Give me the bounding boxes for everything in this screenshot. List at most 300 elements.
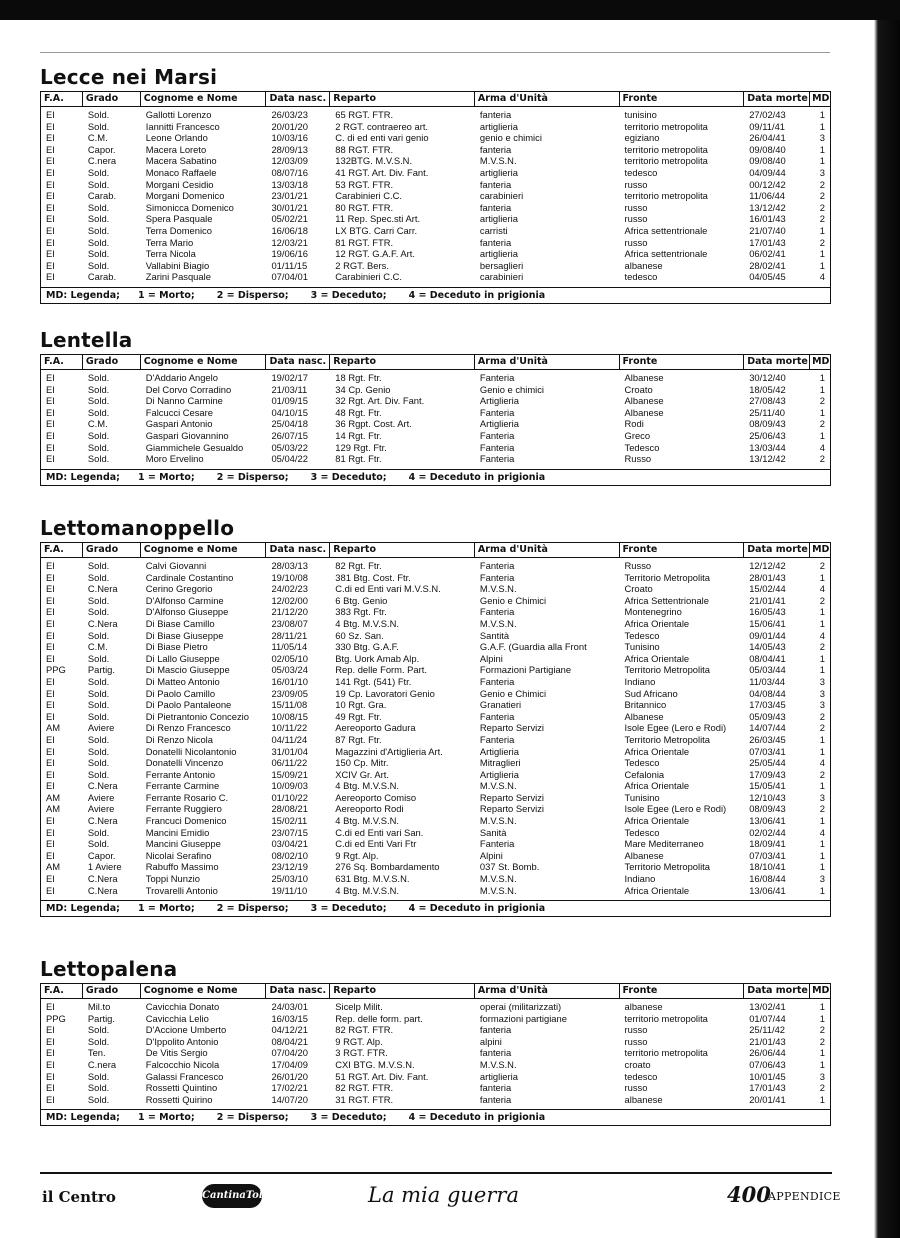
cell-fa: EI [46,594,55,606]
legend-item: 1 = Morto; [137,289,195,301]
cell-data-nasc: 23/07/15 [271,826,308,838]
cell-data-morte: 09/01/44 [749,629,786,641]
cell-fronte: russo [624,178,648,190]
cell-md: 1 [819,884,825,896]
cell-data-morte: 21/01/41 [749,594,786,606]
cell-fronte: russo [624,1035,648,1047]
table-row [41,664,830,676]
cell-nome: Terra Domenico [145,224,212,236]
cell-fronte: Albanese [624,372,664,383]
cell-data-nasc: 16/06/18 [271,224,308,236]
cell-reparto: 82 Rgt. Ftr. [335,560,382,571]
cell-arma: Genio e chimici [479,383,544,395]
cell-arma: Artiglieria [479,418,519,430]
cell-grado: Sold. [87,224,110,236]
cell-grado: C.Nera [87,583,118,595]
cell-fronte: Territorio Metropolita [624,664,710,676]
cell-reparto: 31 RGT. FTR. [335,1093,394,1105]
column-header-md: MD [812,356,830,367]
cell-md: 2 [819,418,825,430]
cell-data-nasc: 03/04/21 [271,838,308,850]
cell-reparto: 48 Rgt. Ftr. [335,406,382,418]
page-right-edge [864,20,900,1238]
cell-md: 4 [819,757,825,769]
table-row [41,453,830,465]
legend-item: 4 = Deceduto in prigionia [408,1112,546,1124]
cell-arma: Reparto Servizi [479,722,544,734]
legend-item: 2 = Disperso; [216,289,289,301]
cell-md: 2 [819,1082,825,1094]
cell-fa: EI [46,652,55,664]
section-lecce-nei-marsi [40,64,831,304]
cell-md: 1 [819,1058,825,1070]
cell-nome: Trovarelli Antonio [145,884,218,896]
cell-arma: Granatieri [479,699,522,711]
cell-md: 3 [819,1070,825,1082]
cell-data-nasc: 15/09/21 [271,768,308,780]
cell-grado: Sold. [87,236,110,248]
cell-grado: Sold. [87,757,110,769]
cell-nome: Ferrante Rosario C. [145,791,229,803]
cell-nome: Di Biase Giuseppe [145,629,224,641]
cell-grado: Sold. [87,768,110,780]
cell-arma: alpini [479,1035,502,1047]
cell-md: 2 [819,453,825,465]
cell-reparto: 14 Rgt. Ftr. [335,429,382,441]
cell-data-morte: 18/09/41 [749,838,786,850]
cell-md: 1 [819,120,825,132]
cell-nome: Mancini Giuseppe [145,838,221,850]
cell-fa: EI [46,1070,55,1082]
cell-fa: EI [46,780,55,792]
series-title: La mia guerra [368,1183,519,1207]
column-header-reparto: Reparto [330,355,475,369]
cell-data-morte: 17/03/45 [749,699,786,711]
column-header-data-nasc: Data nasc. [266,984,330,998]
page-number: 400 [727,1182,771,1207]
table-row [41,155,830,167]
column-header-reparto: Reparto [330,92,475,106]
cell-nome: Spera Pasquale [145,213,213,225]
cell-data-nasc: 04/11/24 [271,733,308,745]
cell-arma: carristi [479,224,508,236]
cell-data-morte: 15/06/41 [749,617,786,629]
cell-grado: Sold. [87,652,110,664]
cell-nome: De Vitis Sergio [145,1047,208,1059]
cell-reparto: 18 Rgt. Ftr. [335,372,382,383]
cell-md: 1 [819,1001,825,1012]
cell-data-nasc: 04/10/15 [271,406,308,418]
table-header [41,543,830,558]
cell-reparto: 32 Rgt. Art. Div. Fant. [335,395,425,407]
cell-md: 2 [819,1035,825,1047]
cell-fronte: tedesco [624,271,658,283]
cell-reparto: 51 RGT. Art. Div. Fant. [335,1070,429,1082]
column-header-nome: Cognome e Nome [141,355,267,369]
cell-nome: Francuci Domenico [145,815,227,827]
cell-grado: C.Nera [87,884,118,896]
cell-data-morte: 06/02/41 [749,248,786,260]
column-header-data-morte: Data morte [744,543,810,557]
cell-fa: EI [46,826,55,838]
cell-md: 2 [819,768,825,780]
cell-nome: Galassi Francesco [145,1070,224,1082]
cell-fa: EI [46,1024,55,1036]
cell-grado: Carab. [87,190,117,202]
cell-arma: Mitraglieri [479,757,521,769]
cell-nome: Di Renzo Francesco [145,722,231,734]
cell-fa: EI [46,190,55,202]
cell-arma: fanteria [479,1047,512,1059]
cell-data-morte: 17/09/43 [749,768,786,780]
cell-data-nasc: 28/11/21 [271,629,308,641]
cell-data-morte: 08/09/43 [749,803,786,815]
section-lettopalena [40,956,831,1126]
table-header [41,355,830,370]
cell-md: 2 [819,710,825,722]
cell-data-nasc: 12/03/21 [271,236,308,248]
cell-fronte: Territorio Metropolita [624,733,710,745]
legend-item: 3 = Deceduto; [310,903,387,915]
cell-data-morte: 18/10/41 [749,861,786,873]
cell-md: 1 [819,617,825,629]
cell-fronte: russo [624,1024,648,1036]
cell-reparto: 88 RGT. FTR. [335,143,394,155]
cell-fronte: Africa Orientale [624,780,690,792]
cell-arma: Genio e Chimici [479,687,547,699]
cell-md: 3 [819,699,825,711]
top-rule [40,52,830,53]
cell-reparto: 53 RGT. FTR. [335,178,394,190]
column-header-fronte: Fronte [620,355,745,369]
cell-arma: fanteria [479,1093,512,1105]
column-header-fronte: Fronte [620,92,745,106]
cell-data-morte: 13/02/41 [749,1001,786,1012]
cell-nome: Toppi Nunzio [145,873,200,885]
cell-fa: EI [46,641,55,653]
cell-data-morte: 12/10/43 [749,791,786,803]
table-row [41,722,830,734]
cell-reparto: 49 Rgt. Ftr. [335,710,382,722]
page-footer [40,1182,840,1212]
cell-md: 1 [819,1047,825,1059]
cell-data-morte: 01/07/44 [749,1012,786,1024]
cell-fa: EI [46,699,55,711]
column-header-md: MD [812,985,830,996]
cell-reparto: CXI BTG. M.V.S.N. [335,1058,415,1070]
table-row [41,1071,830,1083]
cell-md: 1 [819,1012,825,1024]
cell-md: 2 [819,178,825,190]
table-row [41,560,830,572]
cell-data-morte: 04/05/45 [749,271,786,283]
table-row [41,144,830,156]
cell-nome: Rossetti Quintino [145,1082,218,1094]
column-header-reparto: Reparto [330,984,475,998]
cell-md: 3 [819,687,825,699]
cell-data-nasc: 01/09/15 [271,395,308,407]
table-row [41,850,830,862]
cell-data-morte: 04/09/44 [749,166,786,178]
cell-reparto: Aereoporto Gadura [335,722,416,734]
cell-nome: Cardinale Costantino [145,571,234,583]
cell-fa: EI [46,166,55,178]
cell-data-nasc: 19/02/17 [271,372,308,383]
table-row [41,1094,830,1106]
cell-reparto: 60 Sz. San. [335,629,384,641]
page-label: APPENDICE [768,1190,841,1203]
cell-data-morte: 08/04/41 [749,652,786,664]
cell-grado: Sold. [87,406,110,418]
cell-fronte: territorio metropolita [624,143,708,155]
cell-fa: EI [46,838,55,850]
cell-grado: Partig. [87,1012,116,1024]
cell-grado: C.Nera [87,617,118,629]
cell-data-nasc: 30/01/21 [271,201,308,213]
cell-arma: M.V.S.N. [479,780,517,792]
cell-arma: G.A.F. (Guardia alla Front [479,641,587,653]
cell-md: 2 [819,190,825,202]
column-header-arma: Arma d'Unità [475,355,620,369]
cell-md: 4 [819,629,825,641]
cell-grado: Sold. [87,166,110,178]
cell-data-nasc: 08/04/21 [271,1035,308,1047]
cell-data-morte: 05/09/43 [749,710,786,722]
table-row [41,237,830,249]
cell-arma: Fanteria [479,429,515,441]
section-title: Lecce nei Marsi [40,65,218,89]
cell-data-nasc: 23/12/19 [271,861,308,873]
column-header-data-morte: Data morte [744,355,810,369]
cell-arma: fanteria [479,201,512,213]
cell-nome: Cavicchia Lelio [145,1012,209,1024]
cell-data-morte: 16/01/43 [749,213,786,225]
cell-grado: Sold. [87,429,110,441]
cell-arma: fanteria [479,143,512,155]
cell-grado: Sold. [87,838,110,850]
cell-nome: Di Nanno Carmine [145,395,223,407]
cell-reparto: 19 Cp. Lavoratori Genio [335,687,435,699]
cell-reparto: 10 Rgt. Gra. [335,699,387,711]
cell-reparto: 11 Rep. Spec.sti Art. [335,213,421,225]
cell-fronte: russo [624,236,648,248]
cell-md: 4 [819,583,825,595]
cell-md: 3 [819,675,825,687]
table-row [41,271,830,283]
cell-data-morte: 26/04/41 [749,132,786,144]
cell-data-nasc: 02/05/10 [271,652,308,664]
cell-nome: Rabuffo Massimo [145,861,219,873]
cell-fa: EI [46,873,55,885]
cell-reparto: 4 Btg. M.V.S.N. [335,815,400,827]
table-row [41,803,830,815]
table-body [41,370,830,470]
cell-fa: EI [46,710,55,722]
cell-data-nasc: 06/11/22 [271,757,308,769]
cell-data-nasc: 26/01/20 [271,1070,308,1082]
cell-fa: EI [46,884,55,896]
cell-fa: EI [46,733,55,745]
cell-data-morte: 30/12/40 [749,372,786,383]
cell-data-nasc: 07/04/20 [271,1047,308,1059]
cell-arma: fanteria [479,1024,512,1036]
cell-md: 1 [819,664,825,676]
cell-md: 2 [819,560,825,571]
column-header-md: MD [812,93,830,104]
cell-fronte: Africa Orientale [624,884,690,896]
cell-data-nasc: 05/02/21 [271,213,308,225]
cell-fa: EI [46,617,55,629]
cell-arma: Formazioni Partigiane [479,664,572,676]
cell-fronte: albanese [624,1093,663,1105]
table-row [41,442,830,454]
cell-md: 3 [819,132,825,144]
cell-nome: Nicolai Serafino [145,849,212,861]
cell-grado: Sold. [87,372,110,383]
cell-md: 1 [819,861,825,873]
cell-grado: Sold. [87,1035,110,1047]
cell-grado: Mil.to [87,1001,111,1012]
column-header-fa: F.A. [41,355,83,369]
cell-nome: Di Biase Pietro [145,641,208,653]
cell-fronte: russo [624,213,648,225]
cell-data-nasc: 05/03/22 [271,441,308,453]
cell-data-morte: 16/05/43 [749,606,786,618]
cell-arma: Alpini [479,849,503,861]
table-row [41,1036,830,1048]
cell-fa: EI [46,132,55,144]
cell-fronte: Africa Orientale [624,745,690,757]
casualty-table [40,354,831,486]
cell-arma: artiglieria [479,166,518,178]
cell-nome: Ferrante Ruggiero [145,803,222,815]
column-header-grado: Grado [83,92,141,106]
cell-nome: Morgani Cesidio [145,178,214,190]
cell-fronte: Britannico [624,699,667,711]
cell-fa: AM [46,803,61,815]
cell-data-morte: 25/11/42 [749,1024,785,1036]
cell-data-morte: 13/03/44 [749,441,786,453]
table-row [41,167,830,179]
table-row [41,757,830,769]
cell-fronte: Indiano [624,873,656,885]
casualty-table [40,542,831,917]
page-top-edge [0,0,900,20]
cell-data-nasc: 24/02/23 [271,583,308,595]
column-header-data-morte: Data morte [744,92,810,106]
cell-grado: C.nera [87,155,117,167]
footer-rule [40,1172,832,1174]
cell-reparto: 2 RGT. contraereo art. [335,120,429,132]
cell-fronte: Tedesco [624,757,660,769]
column-header-arma: Arma d'Unità [475,92,620,106]
cell-nome: Zarini Pasquale [145,271,211,283]
cell-md: 1 [819,372,825,383]
cell-arma: M.V.S.N. [479,617,517,629]
table-row [41,583,830,595]
cell-data-morte: 17/01/43 [749,236,786,248]
cell-data-nasc: 04/12/21 [271,1024,308,1036]
cell-data-nasc: 25/03/10 [271,873,308,885]
section-lettomanoppello [40,515,831,917]
cell-arma: artiglieria [479,120,518,132]
cell-grado: Sold. [87,441,110,453]
cell-data-morte: 25/05/44 [749,757,786,769]
column-header-grado: Grado [83,984,141,998]
cell-grado: C.M. [87,132,108,144]
cell-fronte: Rodi [624,418,644,430]
cell-data-morte: 14/05/43 [749,641,786,653]
cell-nome: Di Paolo Camillo [145,687,216,699]
cell-nome: Falcocchio Nicola [145,1058,220,1070]
cell-md: 4 [819,271,825,283]
cell-arma: Artiglieria [479,745,519,757]
cell-reparto: 82 RGT. FTR. [335,1082,394,1094]
cell-fronte: territorio metropolita [624,1012,708,1024]
table-row [41,653,830,665]
cell-data-nasc: 28/08/21 [271,803,308,815]
column-header-arma: Arma d'Unità [475,543,620,557]
cell-reparto: 36 Rgpt. Cost. Art. [335,418,412,430]
legend-item: MD: Legenda; [46,289,120,301]
cell-fronte: territorio metropolita [624,190,708,202]
cell-nome: Mancini Emidio [145,826,210,838]
table-row [41,1013,830,1025]
legend-item: MD: Legenda; [46,903,120,915]
cell-arma: Fanteria [479,838,515,850]
cell-data-morte: 14/07/44 [749,722,786,734]
cell-data-morte: 26/06/44 [749,1047,786,1059]
cell-fa: EI [46,745,55,757]
cell-reparto: 81 RGT. FTR. [335,236,394,248]
cell-arma: Fanteria [479,733,515,745]
table-row [41,711,830,723]
cell-fronte: Albanese [624,406,664,418]
cell-fa: EI [46,629,55,641]
cell-md: 1 [819,143,825,155]
cell-fronte: tedesco [624,166,658,178]
cell-data-nasc: 11/05/14 [271,641,308,653]
cell-nome: Moro Ervelino [145,453,204,465]
cell-md: 1 [819,155,825,167]
cell-fa: EI [46,757,55,769]
cell-arma: M.V.S.N. [479,873,517,885]
cell-reparto: 9 Rgt. Alp. [335,849,379,861]
table-row [41,641,830,653]
cell-grado: Aviere [87,791,115,803]
cell-data-morte: 17/01/43 [749,1082,786,1094]
cell-nome: Macera Sabatino [145,155,217,167]
cell-data-nasc: 17/04/09 [271,1058,308,1070]
cell-fronte: Russo [624,560,652,571]
cell-fa: EI [46,178,55,190]
cell-nome: Gaspari Antonio [145,418,213,430]
cell-arma: Artiglieria [479,768,519,780]
cell-reparto: Aereoporto Rodi [335,803,404,815]
cell-arma: Fanteria [479,560,515,571]
cell-fa: EI [46,155,55,167]
cell-nome: D'Ippolito Antonio [145,1035,219,1047]
cell-nome: Di Mascio Giuseppe [145,664,230,676]
cell-fa: EI [46,418,55,430]
cell-data-nasc: 08/02/10 [271,849,308,861]
cell-fronte: Albanese [624,710,664,722]
cell-grado: Sold. [87,201,110,213]
table-row [41,225,830,237]
cell-data-nasc: 28/09/13 [271,143,308,155]
cell-fa: EI [46,259,55,271]
cell-md: 1 [819,383,825,395]
